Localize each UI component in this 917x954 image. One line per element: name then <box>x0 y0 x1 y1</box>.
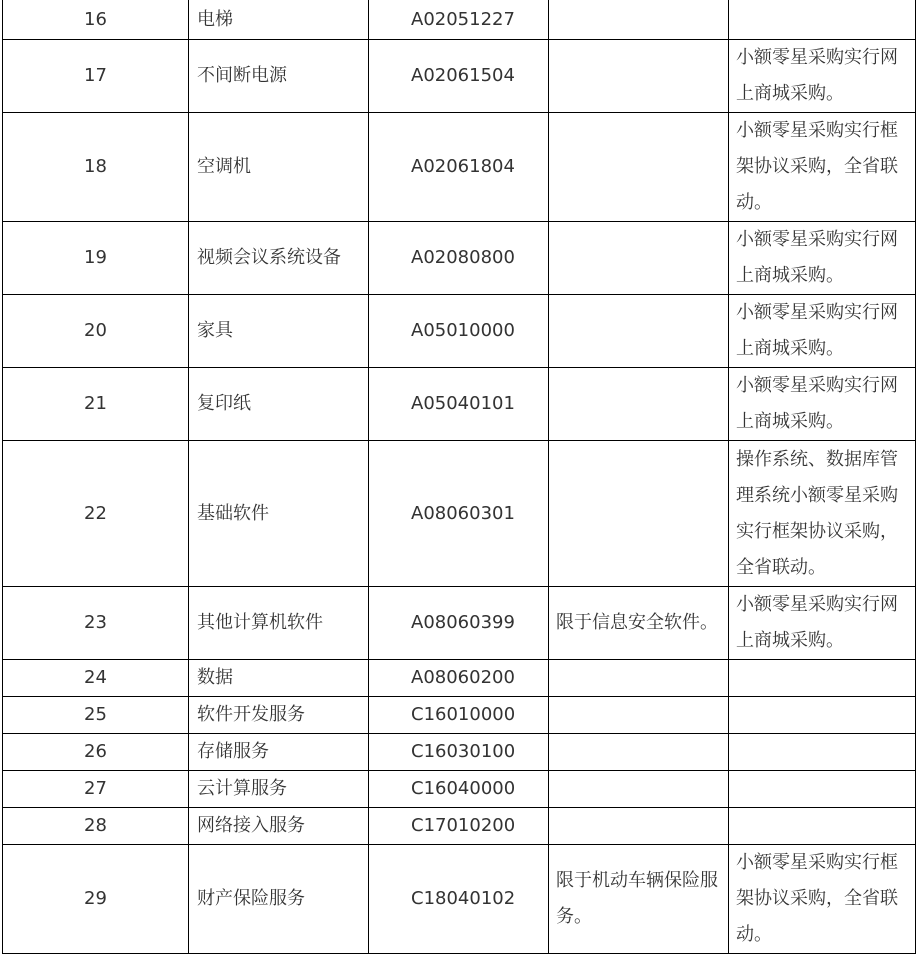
row-number: 20 <box>3 295 189 368</box>
item-note <box>549 113 729 222</box>
item-remark <box>729 660 916 697</box>
item-name: 视频会议系统设备 <box>189 222 369 295</box>
row-number: 26 <box>3 734 189 771</box>
item-code: A05010000 <box>369 295 549 368</box>
table-row <box>3 222 916 295</box>
table-row <box>3 40 916 113</box>
item-name: 存储服务 <box>189 734 369 771</box>
row-number: 24 <box>3 660 189 697</box>
row-number: 27 <box>3 771 189 808</box>
item-name: 网络接入服务 <box>189 808 369 845</box>
item-code: A02051227 <box>369 0 549 40</box>
item-code: C16040000 <box>369 771 549 808</box>
item-code: A08060399 <box>369 587 549 660</box>
table-row <box>3 295 916 368</box>
item-name: 复印纸 <box>189 368 369 441</box>
item-remark: 小额零星采购实行网上商城采购。 <box>729 368 916 441</box>
item-code: A08060200 <box>369 660 549 697</box>
item-code: C16030100 <box>369 734 549 771</box>
item-name: 财产保险服务 <box>189 845 369 954</box>
item-name: 基础软件 <box>189 441 369 587</box>
item-remark: 小额零星采购实行网上商城采购。 <box>729 222 916 295</box>
item-note <box>549 771 729 808</box>
item-code: C17010200 <box>369 808 549 845</box>
row-number: 16 <box>3 0 189 40</box>
item-code: A02080800 <box>369 222 549 295</box>
table-row <box>3 0 916 40</box>
item-code: C18040102 <box>369 845 549 954</box>
table-row <box>3 587 916 660</box>
item-name: 软件开发服务 <box>189 697 369 734</box>
item-remark: 小额零星采购实行网上商城采购。 <box>729 587 916 660</box>
item-remark: 操作系统、数据库管理系统小额零星采购实行框架协议采购，全省联动。 <box>729 441 916 587</box>
item-note <box>549 660 729 697</box>
item-name: 其他计算机软件 <box>189 587 369 660</box>
table-row <box>3 368 916 441</box>
item-note <box>549 368 729 441</box>
table-row <box>3 113 916 222</box>
item-remark <box>729 0 916 40</box>
row-number: 29 <box>3 845 189 954</box>
row-number: 28 <box>3 808 189 845</box>
item-code: A08060301 <box>369 441 549 587</box>
item-name: 电梯 <box>189 0 369 40</box>
item-name: 空调机 <box>189 113 369 222</box>
item-remark <box>729 808 916 845</box>
row-number: 22 <box>3 441 189 587</box>
item-note <box>549 40 729 113</box>
item-note <box>549 441 729 587</box>
table-body <box>3 0 916 954</box>
item-remark: 小额零星采购实行网上商城采购。 <box>729 40 916 113</box>
table-row <box>3 734 916 771</box>
item-code: A02061804 <box>369 113 549 222</box>
item-code: C16010000 <box>369 697 549 734</box>
item-note <box>549 697 729 734</box>
table-row <box>3 660 916 697</box>
table-row <box>3 771 916 808</box>
table-row <box>3 441 916 587</box>
row-number: 17 <box>3 40 189 113</box>
table-row <box>3 845 916 954</box>
item-name: 数据 <box>189 660 369 697</box>
item-note <box>549 222 729 295</box>
item-note <box>549 734 729 771</box>
item-name: 云计算服务 <box>189 771 369 808</box>
item-code: A05040101 <box>369 368 549 441</box>
item-note <box>549 808 729 845</box>
row-number: 18 <box>3 113 189 222</box>
item-remark <box>729 697 916 734</box>
row-number: 19 <box>3 222 189 295</box>
item-note <box>549 0 729 40</box>
item-remark: 小额零星采购实行框架协议采购，全省联动。 <box>729 845 916 954</box>
item-note <box>549 295 729 368</box>
item-name: 家具 <box>189 295 369 368</box>
item-code: A02061504 <box>369 40 549 113</box>
item-note: 限于机动车辆保险服务。 <box>549 845 729 954</box>
item-remark <box>729 771 916 808</box>
row-number: 23 <box>3 587 189 660</box>
row-number: 25 <box>3 697 189 734</box>
table-row <box>3 697 916 734</box>
row-number: 21 <box>3 368 189 441</box>
procurement-catalog-table <box>2 0 916 954</box>
item-remark <box>729 734 916 771</box>
item-note: 限于信息安全软件。 <box>549 587 729 660</box>
table-row <box>3 808 916 845</box>
item-name: 不间断电源 <box>189 40 369 113</box>
item-remark: 小额零星采购实行框架协议采购，全省联动。 <box>729 113 916 222</box>
item-remark: 小额零星采购实行网上商城采购。 <box>729 295 916 368</box>
